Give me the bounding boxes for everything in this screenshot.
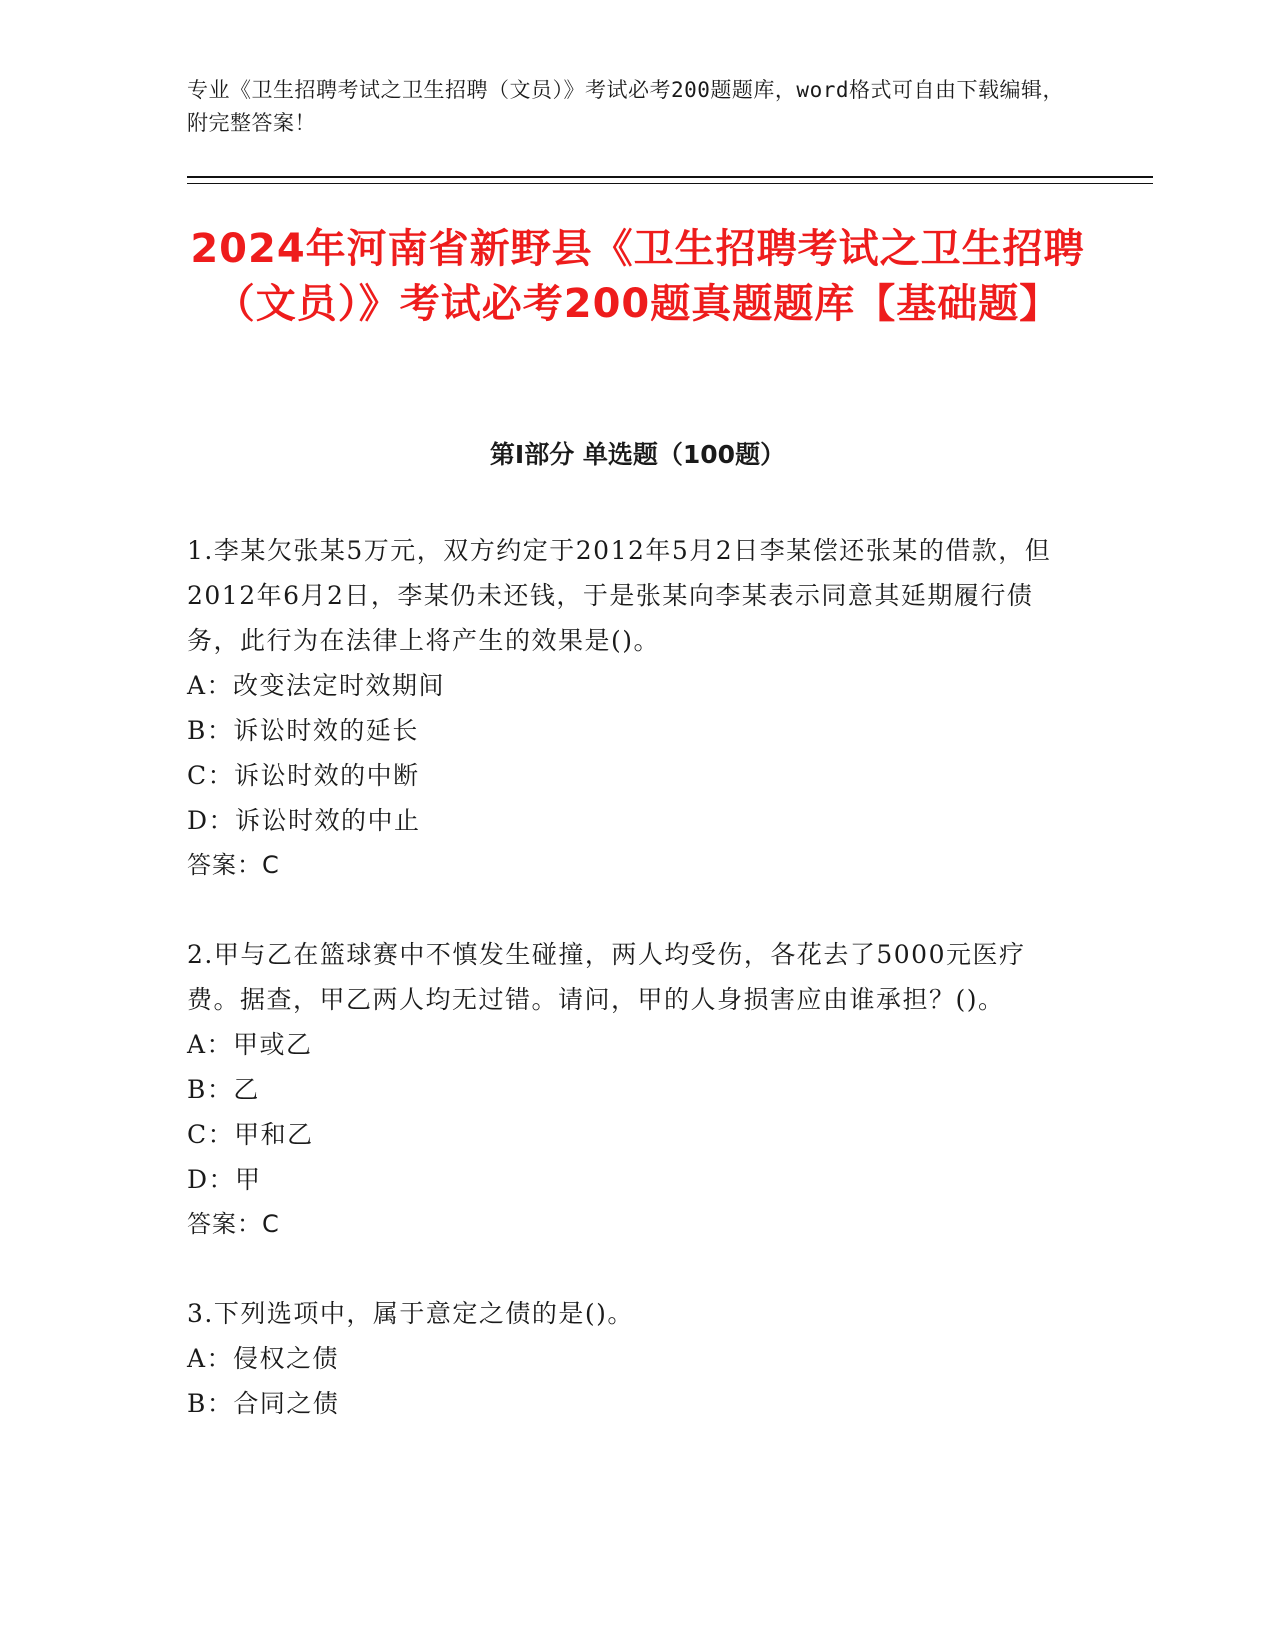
option-a: A：侵权之债: [187, 1344, 340, 1373]
header-rule-thick: [187, 176, 1153, 178]
question-stem: 1.李某欠张某5万元，双方约定于2012年5月2日李某偿还张某的借款，但2012年6月2日，李某仍未还钱，于是张某向李某表示同意其延期履行债务，此行为在法律上将产生的效果是()。: [187, 536, 1052, 655]
option-b: B：合同之债: [187, 1389, 340, 1418]
document-title: 2024年河南省新野县《卫生招聘考试之卫生招聘（文员）》考试必考200题真题题库【基础题】: [190, 226, 1085, 327]
option-c: C：诉讼时效的中断: [187, 761, 420, 790]
question-3: [187, 1291, 1072, 1426]
answer: 答案：C: [187, 1210, 280, 1238]
option-b: B：乙: [187, 1075, 260, 1104]
header-rule-thin: [187, 183, 1153, 184]
option-a: A：甲或乙: [187, 1030, 313, 1059]
question-stem: 2.甲与乙在篮球赛中不慎发生碰撞，两人均受伤，各花去了5000元医疗费。据查，甲乙两人均无过错。请问，甲的人身损害应由谁承担？()。: [187, 940, 1026, 1014]
option-c: C：甲和乙: [187, 1120, 314, 1149]
question-stem: 3.下列选项中，属于意定之债的是()。: [187, 1299, 634, 1328]
question-1: [187, 528, 1072, 888]
header-note: 专业《卫生招聘考试之卫生招聘（文员）》考试必考200题题库，word格式可自由下载编辑，附完整答案！: [187, 78, 1064, 135]
answer: 答案：C: [187, 851, 280, 879]
option-b: B：诉讼时效的延长: [187, 716, 419, 745]
section-heading: 第I部分 单选题（100题）: [489, 440, 786, 469]
question-2: [187, 932, 1072, 1247]
option-d: D：甲: [187, 1165, 262, 1194]
option-a: A：改变法定时效期间: [187, 671, 446, 700]
option-d: D：诉讼时效的中止: [187, 806, 421, 835]
question-list: [187, 528, 1072, 1470]
